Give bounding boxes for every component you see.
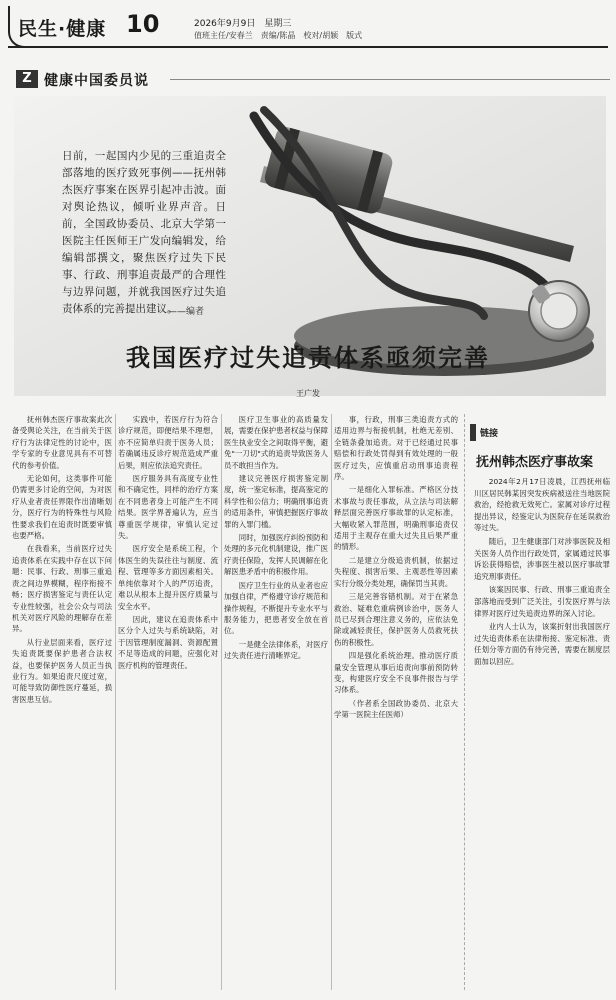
paragraph: 医疗卫生事业的高质量发展，需要在保护患者权益与保障医生执业安全之间取得平衡，避免"一刀切"式的追责导致医务人员不敢担当作为。 <box>224 415 328 470</box>
column-rule <box>170 79 610 80</box>
paragraph: 三是完善容错机制。对于在紧急救治、疑难危重病例诊治中，医务人员已尽到合理注意义务的，应依法免除或减轻责任，保护医务人员救死扶伤的积极性。 <box>334 592 458 647</box>
paragraph: 该案因民事、行政、刑事三重追责全部落地而受到广泛关注，引发医疗界与法律界对医疗过失追责边界的深入讨论。 <box>474 585 610 618</box>
issue-date: 2026年9月9日 星期三 <box>194 19 292 29</box>
paragraph: 随后，卫生健康部门对涉事医院及相关医务人员作出行政处罚，家属通过民事诉讼获得赔偿，涉事医生被以医疗事故罪追究刑事责任。 <box>474 536 610 581</box>
related-case-sidebar <box>470 424 610 990</box>
column-name: 健康中国委员说 <box>44 73 149 89</box>
paragraph: 业内人士认为，该案折射出我国医疗过失追责体系在法律衔接、鉴定标准、责任划分等方面仍有待完善，需要在制度层面加以回应。 <box>474 622 610 666</box>
paragraph: 同时，加强医疗纠纷预防和处理的多元化机制建设，推广医疗责任保险，发挥人民调解在化解医患矛盾中的积极作用。 <box>224 533 328 577</box>
paragraph: 因此，建议在追责体系中区分个人过失与系统缺陷，对于因管理制度漏洞、资源配置不足等造成的问题，应强化对医疗机构的管理责任。 <box>118 614 218 670</box>
column-divider <box>331 414 332 990</box>
paragraph: 2024年2月17日凌晨，江西抚州临川区居民韩某因突发疾病被送往当地医院救治，经抢救无效死亡。家属对诊疗过程提出异议，经鉴定认为医院存在延误救治等过失。 <box>474 477 610 533</box>
paragraph: 医疗服务具有高度专业性和不确定性，同样的治疗方案在不同患者身上可能产生不同结果。医学界普遍认为，应当尊重医学规律，审慎认定过失。 <box>118 474 218 541</box>
paragraph: 无论如何，这类事件可能仍需更多讨论的空间，为对医疗从业者责任界限作出清晰划分，医疗行为的特殊性与风险性要求我们在追责时既要审慎也要严格。 <box>12 474 112 541</box>
article-headline: 我国医疗过失追责体系亟须完善 <box>126 344 490 372</box>
paragraph: 在我看来，当前医疗过失追责体系在实践中存在以下问题：民事、行政、刑事三重追责之间边界模糊，程序衔接不畅；医疗损害鉴定与责任认定专业性较强，社会公众与司法机关对医疗风险的理解存在差异。 <box>12 544 112 634</box>
paragraph: 医疗卫生行业的从业者也应加强自律，严格遵守诊疗规范和操作规程，不断提升专业水平与服务能力，把患者安全放在首位。 <box>224 580 328 636</box>
paragraph: 一是健全法律体系，对医疗过失责任进行清晰界定。 <box>224 639 328 661</box>
editorial-staff: 值班主任/安春兰 责编/陈晶 校对/胡颖 版式 <box>194 31 363 40</box>
section-title: 民生·健康 <box>18 18 107 40</box>
column-badge: Z <box>16 70 38 88</box>
article-byline: 王广发 <box>296 389 320 398</box>
editor-intro: 日前，一起国内少见的三重追责全部落地的医疗致死事例——抚州韩杰医疗事案在医界引起冲击波。面对舆论热议，倾听业界声音。日前，全国政协委员、北京大学第一医院主任医师王广发向编辑发，给编辑部撰文，聚焦医疗过失下民事、行政、刑事追责最严的合理性与边界问题，并就我国医疗过失追责体系的完善提出建议。 <box>62 150 226 315</box>
paragraph: 建议完善医疗损害鉴定制度，统一鉴定标准，提高鉴定的科学性和公信力；明确刑事追责的适用条件，审慎把握医疗事故罪的入罪门槛。 <box>224 474 328 529</box>
paragraph: 二是建立分级追责机制，依据过失程度、损害后果、主观恶性等因素实行分级分类处理，确保罚当其责。 <box>334 555 458 588</box>
page-number: 10 <box>126 10 160 38</box>
article-column-1 <box>12 414 112 990</box>
column-divider <box>115 414 116 990</box>
paragraph: 从行业层面来看，医疗过失追责既要保护患者合法权益，也要保护医务人员正当执业行为。如果追责尺度过宽，可能导致防御性医疗蔓延，损害医患互信。 <box>12 637 112 704</box>
paragraph: 事，行政，刑事三类追责方式的适用边界与衔接机制，杜绝无差别、全链条叠加追责。对于已经通过民事赔偿和行政处罚得到有效处理的一般医疗过失，应慎重启动刑事追责程序。 <box>334 415 458 482</box>
paragraph: 四是强化系统治理。推动医疗质量安全管理从事后追责向事前预防转变，构建医疗安全不良事件报告与学习体系。 <box>334 651 458 695</box>
sidebar-title: 抚州韩杰医疗事故案 <box>476 455 594 470</box>
paragraph: 抚州韩杰医疗事故案此次备受舆论关注，在当前关于医疗行为法律定性的讨论中，医学专家的专业意见具有不可替代的参考价值。 <box>12 415 112 470</box>
sidebar-body <box>470 476 610 668</box>
paragraph: 医疗安全是系统工程，个体医生的失误往往与制度、流程、管理等多方面因素相关。单纯依靠对个人的严厉追责，难以从根本上提升医疗质量与安全水平。 <box>118 544 218 611</box>
paragraph: 实践中，若医疗行为符合诊疗规范，即便结果不理想，亦不应简单归责于医务人员；若确属违反诊疗规范造成严重后果，则应依法追究责任。 <box>118 415 218 470</box>
masthead <box>8 6 608 48</box>
author-note: （作者系全国政协委员、北京大学第一医院主任医师） <box>334 698 458 720</box>
paragraph: 一是细化入罪标准。严格区分技术事故与责任事故，从立法与司法解释层面完善医疗事故罪的认定标准，大幅收紧入罪范围，明确刑事追责仅适用于主观存在重大过失且后果严重的情形。 <box>334 485 458 552</box>
article-column-2 <box>118 414 218 990</box>
sidebar-tag: 链接 <box>470 424 610 441</box>
column-divider <box>221 414 222 990</box>
article-column-4 <box>334 414 458 990</box>
editor-signature: ——编者 <box>168 307 205 317</box>
article-column-3 <box>224 414 328 990</box>
